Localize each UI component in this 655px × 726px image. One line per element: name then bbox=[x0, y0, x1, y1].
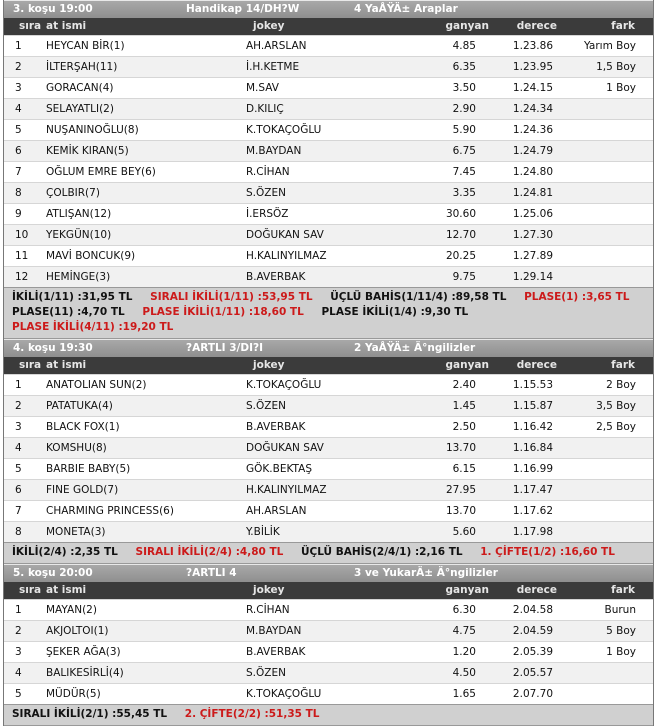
cell-at-ismi: KEMİK KIRAN(5) bbox=[46, 145, 129, 157]
cell-derece: 1.16.99 bbox=[512, 463, 553, 475]
cell-jokey: AH.ARSLAN bbox=[246, 505, 307, 517]
cell-sira: 9 bbox=[15, 208, 22, 220]
cell-fark: Yarım Boy bbox=[583, 40, 636, 52]
race-type: Handikap 14/DH?W bbox=[186, 3, 300, 15]
header-ganyan: ganyan bbox=[445, 359, 489, 371]
bet-payout: 2. ÇİFTE(2/2) :51,35 TL bbox=[184, 708, 320, 720]
cell-derece: 1.17.98 bbox=[512, 526, 553, 538]
race-number-time: 4. koşu 19:30 bbox=[13, 342, 93, 354]
cell-ganyan: 4.85 bbox=[452, 40, 476, 52]
cell-sira: 10 bbox=[15, 229, 29, 241]
cell-jokey: K.TOKAÇOĞLU bbox=[246, 124, 322, 136]
header-sira: sıra bbox=[19, 20, 42, 32]
cell-at-ismi: KOMSHU(8) bbox=[46, 442, 107, 454]
cell-fark: 3,5 Boy bbox=[596, 400, 636, 412]
bet-payout: İKİLİ(2/4) :2,35 TL bbox=[12, 546, 118, 558]
header-sira: sıra bbox=[19, 584, 42, 596]
cell-jokey: M.BAYDAN bbox=[246, 145, 302, 157]
header-at-ismi: at ismi bbox=[46, 20, 87, 32]
cell-ganyan: 6.35 bbox=[452, 61, 476, 73]
cell-at-ismi: ATLIŞAN(12) bbox=[46, 208, 112, 220]
cell-jokey: B.AVERBAK bbox=[246, 421, 306, 433]
race-type: ?ARTLI 3/DI?I bbox=[186, 342, 264, 354]
cell-at-ismi: MAYAN(2) bbox=[46, 604, 97, 616]
race-header bbox=[4, 0, 653, 18]
cell-sira: 1 bbox=[15, 40, 22, 52]
cell-ganyan: 9.75 bbox=[452, 271, 476, 283]
cell-sira: 1 bbox=[15, 379, 22, 391]
bet-payout: PLASE(1) :3,65 TL bbox=[524, 291, 630, 303]
cell-fark: 1 Boy bbox=[606, 646, 636, 658]
cell-derece: 1.23.95 bbox=[512, 61, 553, 73]
table-row bbox=[4, 161, 653, 182]
header-fark: fark bbox=[611, 584, 635, 596]
cell-ganyan: 4.75 bbox=[452, 625, 476, 637]
cell-derece: 1.25.06 bbox=[512, 208, 553, 220]
header-derece: derece bbox=[516, 584, 557, 596]
cell-ganyan: 6.15 bbox=[452, 463, 476, 475]
header-ganyan: ganyan bbox=[445, 20, 489, 32]
bet-payout: PLASE(11) :4,70 TL bbox=[12, 306, 125, 318]
cell-jokey: R.CİHAN bbox=[246, 166, 290, 178]
cell-jokey: AH.ARSLAN bbox=[246, 40, 307, 52]
cell-sira: 6 bbox=[15, 484, 22, 496]
cell-jokey: İ.ERSÖZ bbox=[246, 208, 289, 220]
cell-sira: 7 bbox=[15, 166, 22, 178]
cell-derece: 1.24.79 bbox=[512, 145, 553, 157]
table-row bbox=[4, 374, 653, 395]
cell-ganyan: 2.50 bbox=[452, 421, 476, 433]
cell-sira: 3 bbox=[15, 82, 22, 94]
bet-payout: SIRALI İKİLİ(2/4) :4,80 TL bbox=[135, 546, 284, 558]
cell-at-ismi: BALIKESİRLİ(4) bbox=[46, 667, 124, 679]
bet-payout: 1. ÇİFTE(1/2) :16,60 TL bbox=[480, 546, 615, 558]
cell-ganyan: 3.50 bbox=[452, 82, 476, 94]
header-ganyan: ganyan bbox=[445, 584, 489, 596]
table-row bbox=[4, 500, 653, 521]
cell-sira: 2 bbox=[15, 61, 22, 73]
cell-ganyan: 1.45 bbox=[452, 400, 476, 412]
cell-sira: 5 bbox=[15, 463, 22, 475]
race-header bbox=[4, 564, 653, 582]
table-row bbox=[4, 416, 653, 437]
header-jokey: jokey bbox=[253, 584, 285, 596]
cell-ganyan: 30.60 bbox=[445, 208, 476, 220]
cell-ganyan: 5.60 bbox=[452, 526, 476, 538]
cell-fark: 1 Boy bbox=[606, 82, 636, 94]
table-row bbox=[4, 395, 653, 416]
cell-derece: 1.27.30 bbox=[512, 229, 553, 241]
table-row bbox=[4, 182, 653, 203]
table-row bbox=[4, 458, 653, 479]
cell-at-ismi: OĞLUM EMRE BEY(6) bbox=[46, 166, 156, 178]
cell-ganyan: 4.50 bbox=[452, 667, 476, 679]
cell-derece: 2.05.39 bbox=[512, 646, 553, 658]
table-row bbox=[4, 35, 653, 56]
header-fark: fark bbox=[611, 20, 635, 32]
cell-ganyan: 3.35 bbox=[452, 187, 476, 199]
column-header-row bbox=[4, 18, 653, 35]
cell-derece: 1.16.42 bbox=[512, 421, 553, 433]
cell-at-ismi: MONETA(3) bbox=[46, 526, 106, 538]
cell-fark: 2,5 Boy bbox=[596, 421, 636, 433]
cell-derece: 2.07.70 bbox=[512, 688, 553, 700]
header-derece: derece bbox=[516, 20, 557, 32]
race-section bbox=[4, 564, 653, 726]
bet-results bbox=[4, 287, 653, 339]
cell-at-ismi: CHARMING PRINCESS(6) bbox=[46, 505, 174, 517]
table-row bbox=[4, 77, 653, 98]
cell-derece: 2.05.57 bbox=[512, 667, 553, 679]
table-row bbox=[4, 683, 653, 704]
cell-jokey: M.SAV bbox=[246, 82, 279, 94]
table-row bbox=[4, 140, 653, 161]
cell-at-ismi: ŞEKER AĞA(3) bbox=[46, 646, 121, 658]
table-row bbox=[4, 203, 653, 224]
cell-derece: 1.24.36 bbox=[512, 124, 553, 136]
cell-ganyan: 13.70 bbox=[445, 442, 476, 454]
cell-sira: 2 bbox=[15, 400, 22, 412]
cell-sira: 4 bbox=[15, 667, 22, 679]
cell-at-ismi: MAVİ BONCUK(9) bbox=[46, 250, 136, 262]
cell-at-ismi: MÜDÜR(5) bbox=[46, 688, 101, 700]
cell-derece: 1.17.62 bbox=[512, 505, 553, 517]
cell-at-ismi: SELAYATLI(2) bbox=[46, 103, 114, 115]
table-row bbox=[4, 521, 653, 542]
cell-jokey: M.BAYDAN bbox=[246, 625, 302, 637]
cell-at-ismi: YEKGÜN(10) bbox=[46, 229, 112, 241]
cell-derece: 1.15.53 bbox=[512, 379, 553, 391]
cell-at-ismi: ANATOLIAN SUN(2) bbox=[46, 379, 147, 391]
cell-jokey: R.CİHAN bbox=[246, 604, 290, 616]
cell-ganyan: 20.25 bbox=[445, 250, 476, 262]
cell-at-ismi: FINE GOLD(7) bbox=[46, 484, 119, 496]
cell-jokey: DOĞUKAN SAV bbox=[246, 229, 324, 241]
results-container bbox=[3, 0, 654, 726]
cell-derece: 1.17.47 bbox=[512, 484, 553, 496]
cell-ganyan: 27.95 bbox=[445, 484, 476, 496]
bet-payout: SIRALI İKİLİ(2/1) :55,45 TL bbox=[12, 708, 168, 720]
cell-jokey: H.KALINYILMAZ bbox=[246, 250, 327, 262]
table-row bbox=[4, 479, 653, 500]
race-section bbox=[4, 0, 653, 339]
bet-payout: ÜÇLÜ BAHİS(2/4/1) :2,16 TL bbox=[300, 546, 463, 558]
cell-jokey: B.AVERBAK bbox=[246, 271, 306, 283]
cell-at-ismi: NUŞANINOĞLU(8) bbox=[46, 124, 139, 136]
race-condition: 3 ve YukarÄ± Ä°ngilizler bbox=[354, 567, 498, 579]
cell-derece: 1.27.89 bbox=[512, 250, 553, 262]
race-condition: 2 YaÅŸÄ± Ä°ngilizler bbox=[354, 342, 476, 354]
cell-ganyan: 1.20 bbox=[452, 646, 476, 658]
cell-fark: 5 Boy bbox=[606, 625, 636, 637]
cell-sira: 6 bbox=[15, 145, 22, 157]
header-at-ismi: at ismi bbox=[46, 359, 87, 371]
bet-payout: İKİLİ(1/11) :31,95 TL bbox=[12, 291, 133, 303]
cell-jokey: DOĞUKAN SAV bbox=[246, 442, 324, 454]
cell-derece: 1.23.86 bbox=[512, 40, 553, 52]
cell-sira: 4 bbox=[15, 103, 22, 115]
header-fark: fark bbox=[611, 359, 635, 371]
race-type: ?ARTLI 4 bbox=[186, 567, 237, 579]
cell-fark: 2 Boy bbox=[606, 379, 636, 391]
bet-results bbox=[4, 542, 653, 564]
cell-sira: 4 bbox=[15, 442, 22, 454]
cell-derece: 1.15.87 bbox=[512, 400, 553, 412]
cell-sira: 8 bbox=[15, 187, 22, 199]
race-number-time: 5. koşu 20:00 bbox=[13, 567, 93, 579]
cell-sira: 3 bbox=[15, 421, 22, 433]
cell-sira: 12 bbox=[15, 271, 29, 283]
cell-ganyan: 13.70 bbox=[445, 505, 476, 517]
table-row bbox=[4, 662, 653, 683]
cell-derece: 1.24.80 bbox=[512, 166, 553, 178]
cell-ganyan: 2.40 bbox=[452, 379, 476, 391]
cell-fark: Burun bbox=[604, 604, 636, 616]
cell-at-ismi: PATATUKA(4) bbox=[46, 400, 113, 412]
cell-jokey: H.KALINYILMAZ bbox=[246, 484, 327, 496]
cell-at-ismi: HEMİNGE(3) bbox=[46, 271, 111, 283]
cell-jokey: GÖK.BEKTAŞ bbox=[246, 463, 312, 475]
cell-fark: 1,5 Boy bbox=[596, 61, 636, 73]
cell-at-ismi: İLTERŞAH(11) bbox=[46, 61, 118, 73]
cell-sira: 7 bbox=[15, 505, 22, 517]
cell-derece: 1.24.34 bbox=[512, 103, 553, 115]
cell-ganyan: 12.70 bbox=[445, 229, 476, 241]
cell-derece: 2.04.59 bbox=[512, 625, 553, 637]
table-row bbox=[4, 266, 653, 287]
race-header bbox=[4, 339, 653, 357]
race-section bbox=[4, 339, 653, 564]
cell-derece: 2.04.58 bbox=[512, 604, 553, 616]
cell-at-ismi: AKJOLTOI(1) bbox=[46, 625, 109, 637]
race-condition: 4 YaÅŸÄ± Araplar bbox=[354, 3, 458, 15]
table-row bbox=[4, 119, 653, 140]
cell-jokey: B.AVERBAK bbox=[246, 646, 306, 658]
cell-at-ismi: HEYCAN BİR(1) bbox=[46, 40, 125, 52]
header-derece: derece bbox=[516, 359, 557, 371]
cell-ganyan: 2.90 bbox=[452, 103, 476, 115]
cell-ganyan: 6.75 bbox=[452, 145, 476, 157]
cell-at-ismi: GORACAN(4) bbox=[46, 82, 114, 94]
cell-derece: 1.16.84 bbox=[512, 442, 553, 454]
cell-derece: 1.24.81 bbox=[512, 187, 553, 199]
cell-sira: 5 bbox=[15, 124, 22, 136]
cell-derece: 1.24.15 bbox=[512, 82, 553, 94]
bet-results bbox=[4, 704, 653, 726]
column-header-row bbox=[4, 582, 653, 599]
table-row bbox=[4, 641, 653, 662]
cell-ganyan: 5.90 bbox=[452, 124, 476, 136]
bet-payout: SIRALI İKİLİ(1/11) :53,95 TL bbox=[150, 291, 313, 303]
column-header-row bbox=[4, 357, 653, 374]
cell-jokey: S.ÖZEN bbox=[246, 187, 286, 199]
table-row bbox=[4, 56, 653, 77]
header-sira: sıra bbox=[19, 359, 42, 371]
bet-payout: ÜÇLÜ BAHİS(1/11/4) :89,58 TL bbox=[330, 291, 507, 303]
cell-jokey: S.ÖZEN bbox=[246, 667, 286, 679]
bet-payout: PLASE İKİLİ(4/11) :19,20 TL bbox=[12, 321, 174, 333]
cell-at-ismi: BLACK FOX(1) bbox=[46, 421, 120, 433]
table-row bbox=[4, 437, 653, 458]
header-jokey: jokey bbox=[253, 359, 285, 371]
cell-ganyan: 6.30 bbox=[452, 604, 476, 616]
cell-jokey: K.TOKAÇOĞLU bbox=[246, 379, 322, 391]
cell-at-ismi: ÇOLBIR(7) bbox=[46, 187, 100, 199]
cell-sira: 3 bbox=[15, 646, 22, 658]
race-number-time: 3. koşu 19:00 bbox=[13, 3, 93, 15]
bet-payout: PLASE İKİLİ(1/11) :18,60 TL bbox=[142, 306, 304, 318]
bet-payout: PLASE İKİLİ(1/4) :9,30 TL bbox=[321, 306, 469, 318]
table-row bbox=[4, 599, 653, 620]
table-row bbox=[4, 224, 653, 245]
cell-derece: 1.29.14 bbox=[512, 271, 553, 283]
cell-sira: 11 bbox=[15, 250, 29, 262]
cell-jokey: K.TOKAÇOĞLU bbox=[246, 688, 322, 700]
cell-jokey: Y.BİLİK bbox=[246, 526, 280, 538]
table-row bbox=[4, 245, 653, 266]
table-row bbox=[4, 620, 653, 641]
cell-jokey: D.KILIÇ bbox=[246, 103, 284, 115]
cell-sira: 8 bbox=[15, 526, 22, 538]
cell-sira: 5 bbox=[15, 688, 22, 700]
cell-jokey: S.ÖZEN bbox=[246, 400, 286, 412]
table-row bbox=[4, 98, 653, 119]
header-at-ismi: at ismi bbox=[46, 584, 87, 596]
cell-sira: 1 bbox=[15, 604, 22, 616]
cell-ganyan: 1.65 bbox=[452, 688, 476, 700]
cell-sira: 2 bbox=[15, 625, 22, 637]
cell-jokey: İ.H.KETME bbox=[246, 61, 300, 73]
cell-ganyan: 7.45 bbox=[452, 166, 476, 178]
header-jokey: jokey bbox=[253, 20, 285, 32]
cell-at-ismi: BARBIE BABY(5) bbox=[46, 463, 131, 475]
